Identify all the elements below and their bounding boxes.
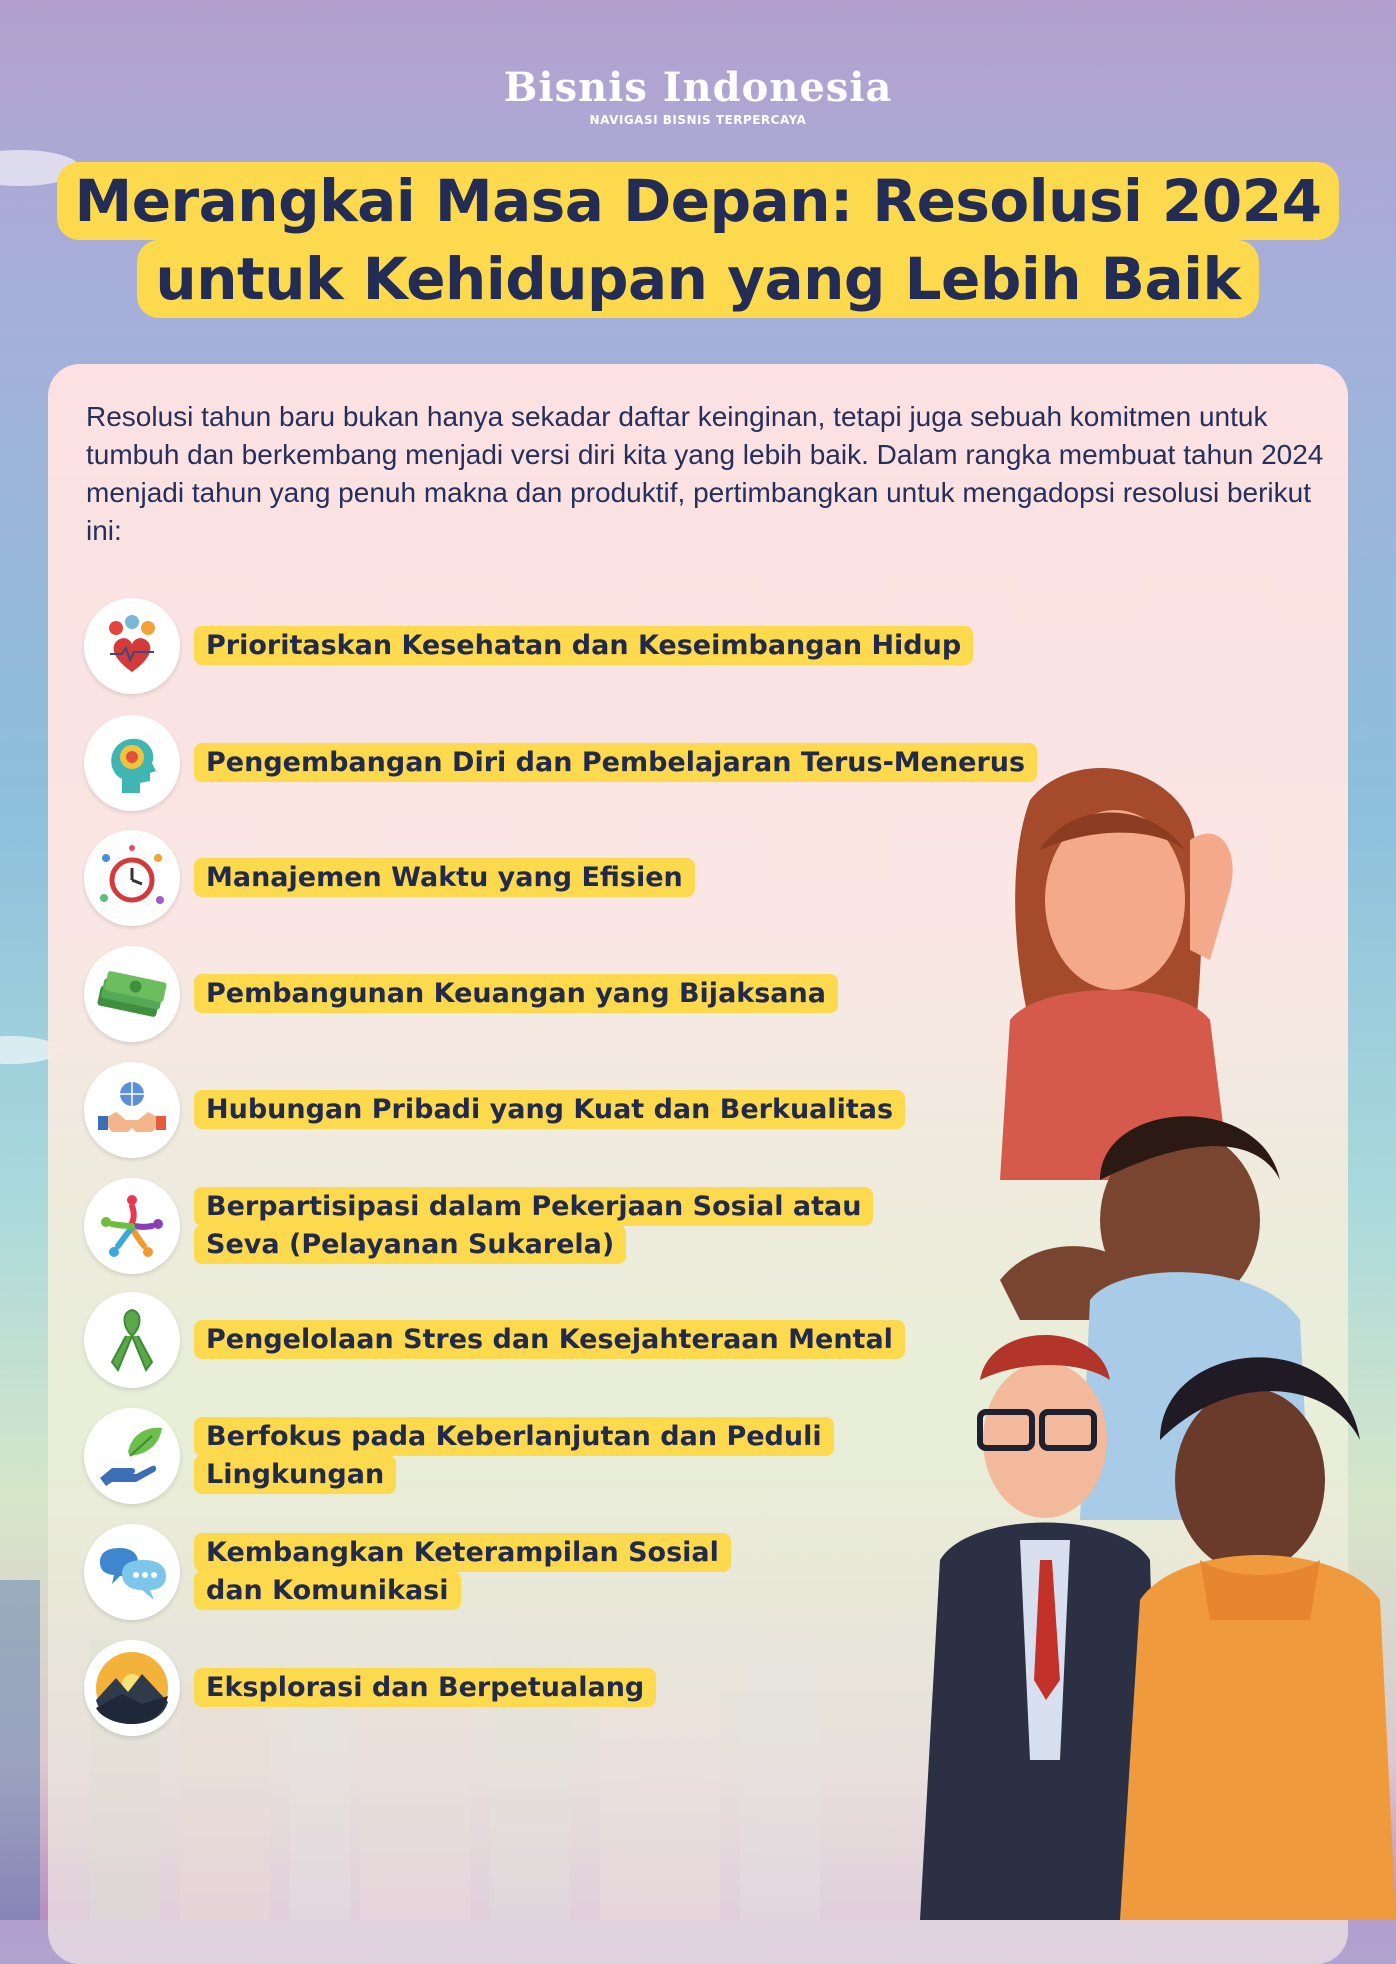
list-item (84, 1524, 754, 1620)
list-item (84, 946, 838, 1042)
chat-bubbles-icon (84, 1524, 180, 1620)
resolution-label: Pengelolaan Stres dan Kesejahteraan Mental (194, 1320, 905, 1359)
list-item (84, 1178, 914, 1274)
brain-head-icon (84, 715, 180, 811)
list-item (84, 1062, 905, 1158)
resolution-label: Hubungan Pribadi yang Kuat dan Berkualitas (194, 1090, 905, 1129)
title-line-2: untuk Kehidupan yang Lebih Baik (137, 240, 1258, 318)
brand-logo (0, 64, 1396, 127)
list-item (84, 1292, 905, 1388)
list-item (84, 1408, 874, 1504)
brand-tagline: NAVIGASI BISNIS TERPERCAYA (589, 113, 807, 127)
mountain-sunset-icon (84, 1640, 180, 1736)
clock-icon (84, 830, 180, 926)
list-item (84, 598, 973, 694)
brand-name: Bisnis Indonesia (503, 64, 893, 111)
list-item (84, 715, 1037, 811)
resolution-label: Manajemen Waktu yang Efisien (194, 858, 695, 897)
resolution-label: Prioritaskan Kesehatan dan Keseimbangan Hidup (194, 626, 973, 665)
resolution-label: Kembangkan Keterampilan Sosial dan Komunikasi (194, 1533, 731, 1610)
title-line-1: Merangkai Masa Depan: Resolusi 2024 (57, 162, 1340, 240)
green-ribbon-icon (84, 1292, 180, 1388)
people-unity-icon (84, 1178, 180, 1274)
health-heart-icon (84, 598, 180, 694)
resolution-label: Pengembangan Diri dan Pembelajaran Terus-Menerus (194, 743, 1037, 782)
hand-leaf-icon (84, 1408, 180, 1504)
money-stack-icon (84, 946, 180, 1042)
handshake-globe-icon (84, 1062, 180, 1158)
list-item (84, 1640, 656, 1736)
resolution-label: Berfokus pada Keberlanjutan dan Peduli Lingkungan (194, 1417, 834, 1494)
thinking-people-illustration (900, 760, 1396, 1920)
intro-paragraph: Resolusi tahun baru bukan hanya sekadar daftar keinginan, tetapi juga sebuah komitmen untuk tumbuh dan berkembang menjadi versi diri kita yang lebih baik. Dalam rangka membuat tahun 2024 menjadi tahun yang penuh makna dan produktif, pertimbangkan untuk mengadopsi resolusi berikut ini: (86, 401, 1324, 546)
resolution-label: Eksplorasi dan Berpetualang (194, 1668, 656, 1707)
list-item (84, 830, 695, 926)
resolution-label: Berpartisipasi dalam Pekerjaan Sosial atau Seva (Pelayanan Sukarela) (194, 1187, 873, 1264)
page-title (0, 162, 1396, 318)
resolution-label: Pembangunan Keuangan yang Bijaksana (194, 974, 838, 1013)
